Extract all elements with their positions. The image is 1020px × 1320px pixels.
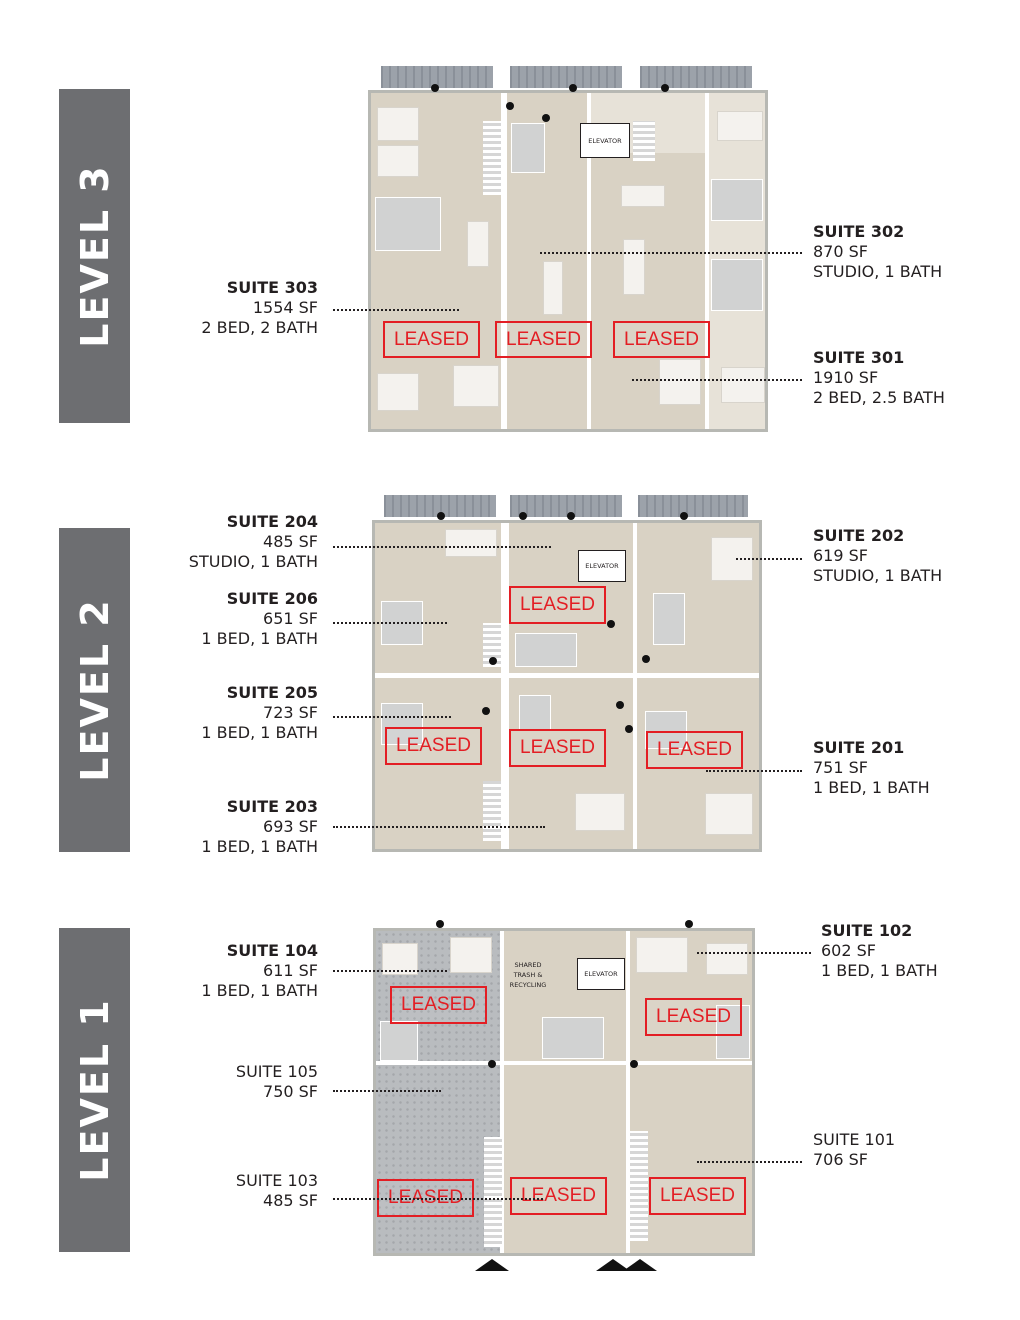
leased-badge: LEASED [509, 729, 606, 767]
suite-205-label [150, 683, 318, 743]
suite-302-label [813, 222, 942, 282]
suite-layout: 1 BED, 1 BATH [201, 723, 318, 742]
suite-name: SUITE 104 [226, 941, 318, 960]
sofa [705, 793, 753, 835]
suite-area: 619 SF [813, 546, 868, 565]
leased-badge: LEASED [649, 1177, 746, 1215]
sofa [453, 365, 499, 407]
suite-203-label [150, 797, 318, 857]
leased-badge: LEASED [495, 321, 592, 358]
shared-trash-label: SHARED TRASH & RECYCLING [509, 961, 547, 989]
stair [484, 1137, 502, 1247]
entry-arrow-icon [475, 1259, 509, 1271]
bathroom [380, 1021, 418, 1061]
bathroom [511, 123, 545, 173]
level-2-title: LEVEL 2 [72, 598, 117, 782]
leader-line [333, 1090, 441, 1092]
leader-line [333, 716, 451, 718]
level-2-floor-plan [372, 520, 762, 852]
bathroom [711, 259, 763, 311]
suite-layout: STUDIO, 1 BATH [813, 566, 943, 585]
level-3-bar [59, 89, 130, 423]
marker-dot [519, 512, 527, 520]
level-2-terrace-right [638, 495, 748, 517]
suite-202-label [813, 526, 942, 586]
suite-204-label [150, 512, 318, 572]
suite-102-label [821, 921, 938, 981]
leased-badge: LEASED [383, 321, 480, 358]
marker-dot [625, 725, 633, 733]
bed [377, 373, 419, 411]
leased-badge: LEASED [510, 1177, 607, 1215]
marker-dot [567, 512, 575, 520]
stair [630, 1131, 648, 1241]
suite-name: SUITE 301 [813, 348, 905, 367]
marker-dot [642, 655, 650, 663]
bathroom [515, 633, 577, 667]
leased-badge: LEASED [390, 986, 487, 1024]
entry-arrow-icon [623, 1259, 657, 1271]
suite-name: SUITE 202 [813, 526, 905, 545]
bathroom [542, 1017, 604, 1059]
suite-layout: 1 BED, 1 BATH [821, 961, 938, 980]
marker-dot [482, 707, 490, 715]
marker-dot [436, 920, 444, 928]
marker-dot [542, 114, 550, 122]
suite-area: 751 SF [813, 758, 868, 777]
marker-dot [661, 84, 669, 92]
suite-area: 870 SF [813, 242, 868, 261]
suite-103-label [150, 1171, 318, 1211]
marker-dot [431, 84, 439, 92]
level-2-terrace-mid [510, 495, 622, 517]
leased-badge: LEASED [377, 1179, 474, 1217]
stair [483, 781, 501, 841]
elevator-level-2: ELEVATOR [578, 550, 626, 582]
bathroom [711, 179, 763, 221]
leader-line [333, 546, 551, 548]
suite-name: SUITE 205 [226, 683, 318, 702]
suite-area: 602 SF [821, 941, 876, 960]
level-1-bar [59, 928, 130, 1252]
leased-badge: LEASED [509, 586, 606, 624]
suite-201-label [813, 738, 930, 798]
suite-area: 611 SF [263, 961, 318, 980]
marker-dot [437, 512, 445, 520]
suite-area: 485 SF [263, 532, 318, 551]
elevator-level-3: ELEVATOR [580, 123, 630, 158]
leader-line [333, 622, 447, 624]
island [623, 239, 645, 295]
suite-name: SUITE 105 [235, 1062, 318, 1081]
sofa [575, 793, 625, 831]
suite-name: SUITE 103 [235, 1171, 318, 1190]
level-3-terrace-mid [510, 66, 622, 88]
level-1-title: LEVEL 1 [72, 998, 117, 1182]
leader-line [706, 770, 802, 772]
marker-dot [630, 1060, 638, 1068]
sofa [659, 359, 701, 405]
marker-dot [685, 920, 693, 928]
leader-line [697, 952, 811, 954]
suite-area: 1910 SF [813, 368, 879, 387]
suite-name: SUITE 203 [226, 797, 318, 816]
bathroom [653, 593, 685, 645]
suite-206-label [150, 589, 318, 649]
suite-101-label [813, 1130, 895, 1170]
leader-line [333, 970, 447, 972]
suite-layout: STUDIO, 1 BATH [188, 552, 318, 571]
marker-dot [488, 1060, 496, 1068]
leader-line [333, 826, 545, 828]
leased-badge: LEASED [613, 321, 710, 358]
suite-name: SUITE 303 [226, 278, 318, 297]
suite-area: 651 SF [263, 609, 318, 628]
leader-line [540, 252, 802, 254]
suite-layout: 1 BED, 1 BATH [201, 981, 318, 1000]
suite-layout: 2 BED, 2 BATH [201, 318, 318, 337]
level-3-terrace-right [640, 66, 752, 88]
suite-301-label [813, 348, 945, 408]
suite-name: SUITE 302 [813, 222, 905, 241]
leased-badge: LEASED [385, 727, 482, 765]
suite-area: 706 SF [813, 1150, 868, 1169]
sofa [636, 937, 688, 973]
level-2-bar [59, 528, 130, 852]
leader-line [632, 379, 802, 381]
elevator-level-1: ELEVATOR [577, 958, 625, 990]
dining-table [467, 221, 489, 267]
leased-badge: LEASED [645, 998, 742, 1036]
suite-area: 723 SF [263, 703, 318, 722]
bed [706, 943, 748, 975]
suite-area: 1554 SF [252, 298, 318, 317]
suite-area: 750 SF [263, 1082, 318, 1101]
suite-area: 693 SF [263, 817, 318, 836]
leased-badge: LEASED [646, 731, 743, 769]
suite-area: 485 SF [263, 1191, 318, 1210]
leader-line [333, 309, 459, 311]
leader-line [333, 1198, 543, 1200]
suite-layout: STUDIO, 1 BATH [813, 262, 943, 281]
leader-line [697, 1161, 802, 1163]
suite-name: SUITE 101 [813, 1130, 896, 1149]
level-3-title: LEVEL 3 [72, 164, 117, 348]
bed [377, 145, 419, 177]
suite-layout: 2 BED, 2.5 BATH [813, 388, 945, 407]
bed [717, 111, 763, 141]
marker-dot [506, 102, 514, 110]
bed [377, 107, 419, 141]
suite-name: SUITE 206 [226, 589, 318, 608]
suite-name: SUITE 102 [821, 921, 913, 940]
sofa [450, 937, 492, 973]
marker-dot [607, 620, 615, 628]
dining-table [621, 185, 665, 207]
sofa [445, 529, 497, 557]
leader-line [736, 558, 802, 560]
stair [483, 121, 501, 195]
marker-dot [680, 512, 688, 520]
suite-name: SUITE 204 [226, 512, 318, 531]
bed [721, 367, 765, 403]
marker-dot [616, 701, 624, 709]
island [543, 261, 563, 315]
suite-layout: 1 BED, 1 BATH [813, 778, 930, 797]
suite-104-label [150, 941, 318, 1001]
suite-name: SUITE 201 [813, 738, 905, 757]
stair [633, 121, 655, 161]
suite-layout: 1 BED, 1 BATH [201, 837, 318, 856]
suite-layout: 1 BED, 1 BATH [201, 629, 318, 648]
bathroom [519, 695, 551, 731]
suite-303-label [150, 278, 318, 338]
marker-dot [489, 657, 497, 665]
bathroom [375, 197, 441, 251]
marker-dot [569, 84, 577, 92]
suite-105-label [150, 1062, 318, 1102]
